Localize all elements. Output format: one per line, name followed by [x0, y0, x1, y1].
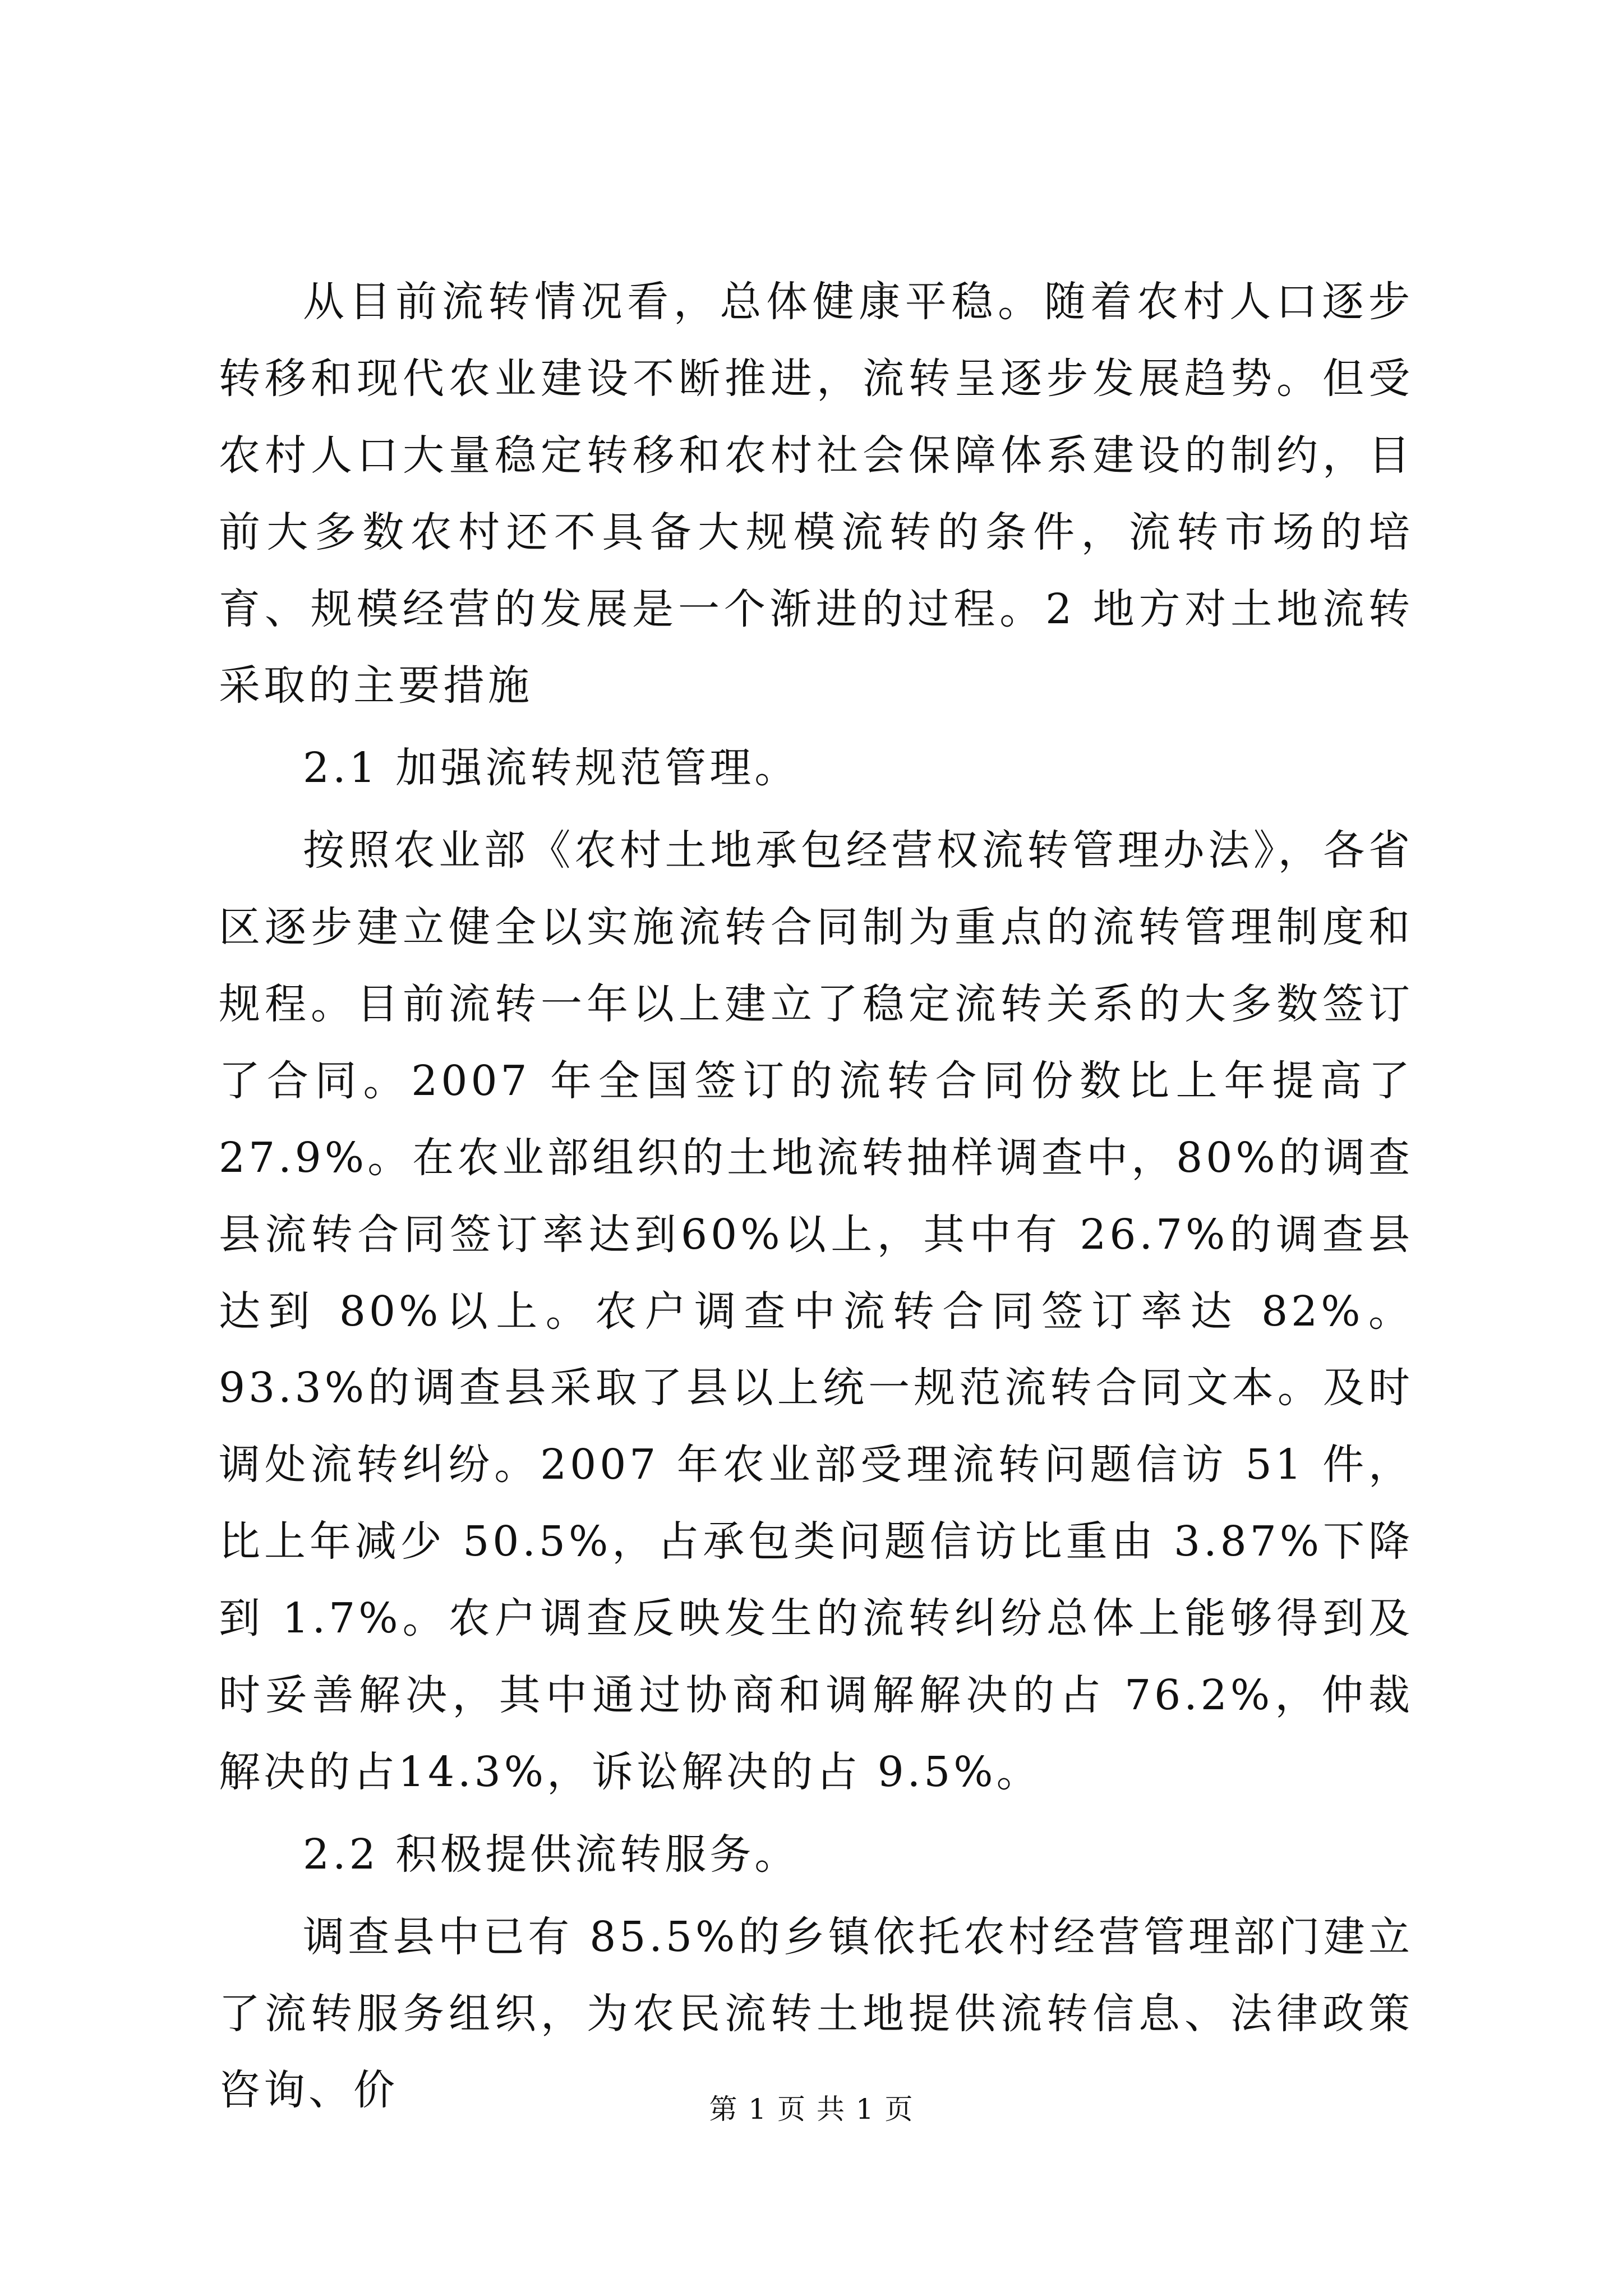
section-heading-2-1: 2.1 加强流转规范管理。: [303, 744, 800, 793]
document-body: [219, 264, 1413, 2129]
section-heading-2-2: 2.2 积极提供流转服务。: [303, 1830, 800, 1879]
paragraph-management: 按照农业部《农村土地承包经营权流转管理办法》，各省区逐步建立健全以实施流转合同制为重点的流转管理制度和规程。目前流转一年以上建立了稳定流转关系的大多数签订了合同。2007 年全国签订的流转合同份数比上年提高了 27.9%。在农业部组织的土地流转抽样调查中，80%的调查县流转合同签订率达到60%以上，其中有 26.7%的调查县达到 80%以上。农户调查中流转合同签订率达 82%。93.3%的调查县采取了县以上统一规范流转合同文本。及时调处流转纠纷。2007 年农业部受理流转问题信访 51 件，比上年减少 50.5%，占承包类问题信访比重由 3.87%下降到 1.7%。农户调查反映发生的流转纠纷总体上能够得到及时妥善解决，其中通过协商和调解解决的占 76.2%，仲裁解决的占14.3%，诉讼解决的占 9.5%。: [219, 826, 1413, 1796]
paragraph-intro: 从目前流转情况看，总体健康平稳。随着农村人口逐步转移和现代农业建设不断推进，流转呈逐步发展趋势。但受农村人口大量稳定转移和农村社会保障体系建设的制约，目前大多数农村还不具备大规模流转的条件，流转市场的培育、规模经营的发展是一个渐进的过程。2 地方对土地流转采取的主要措施: [219, 278, 1413, 710]
paragraph-services: 调查县中已有 85.5%的乡镇依托农村经营管理部门建立了流转服务组织，为农民流转土地提供流转信息、法律政策咨询、价: [219, 1912, 1413, 2115]
page-footer: 第 1 页 共 1 页: [709, 2093, 914, 2125]
